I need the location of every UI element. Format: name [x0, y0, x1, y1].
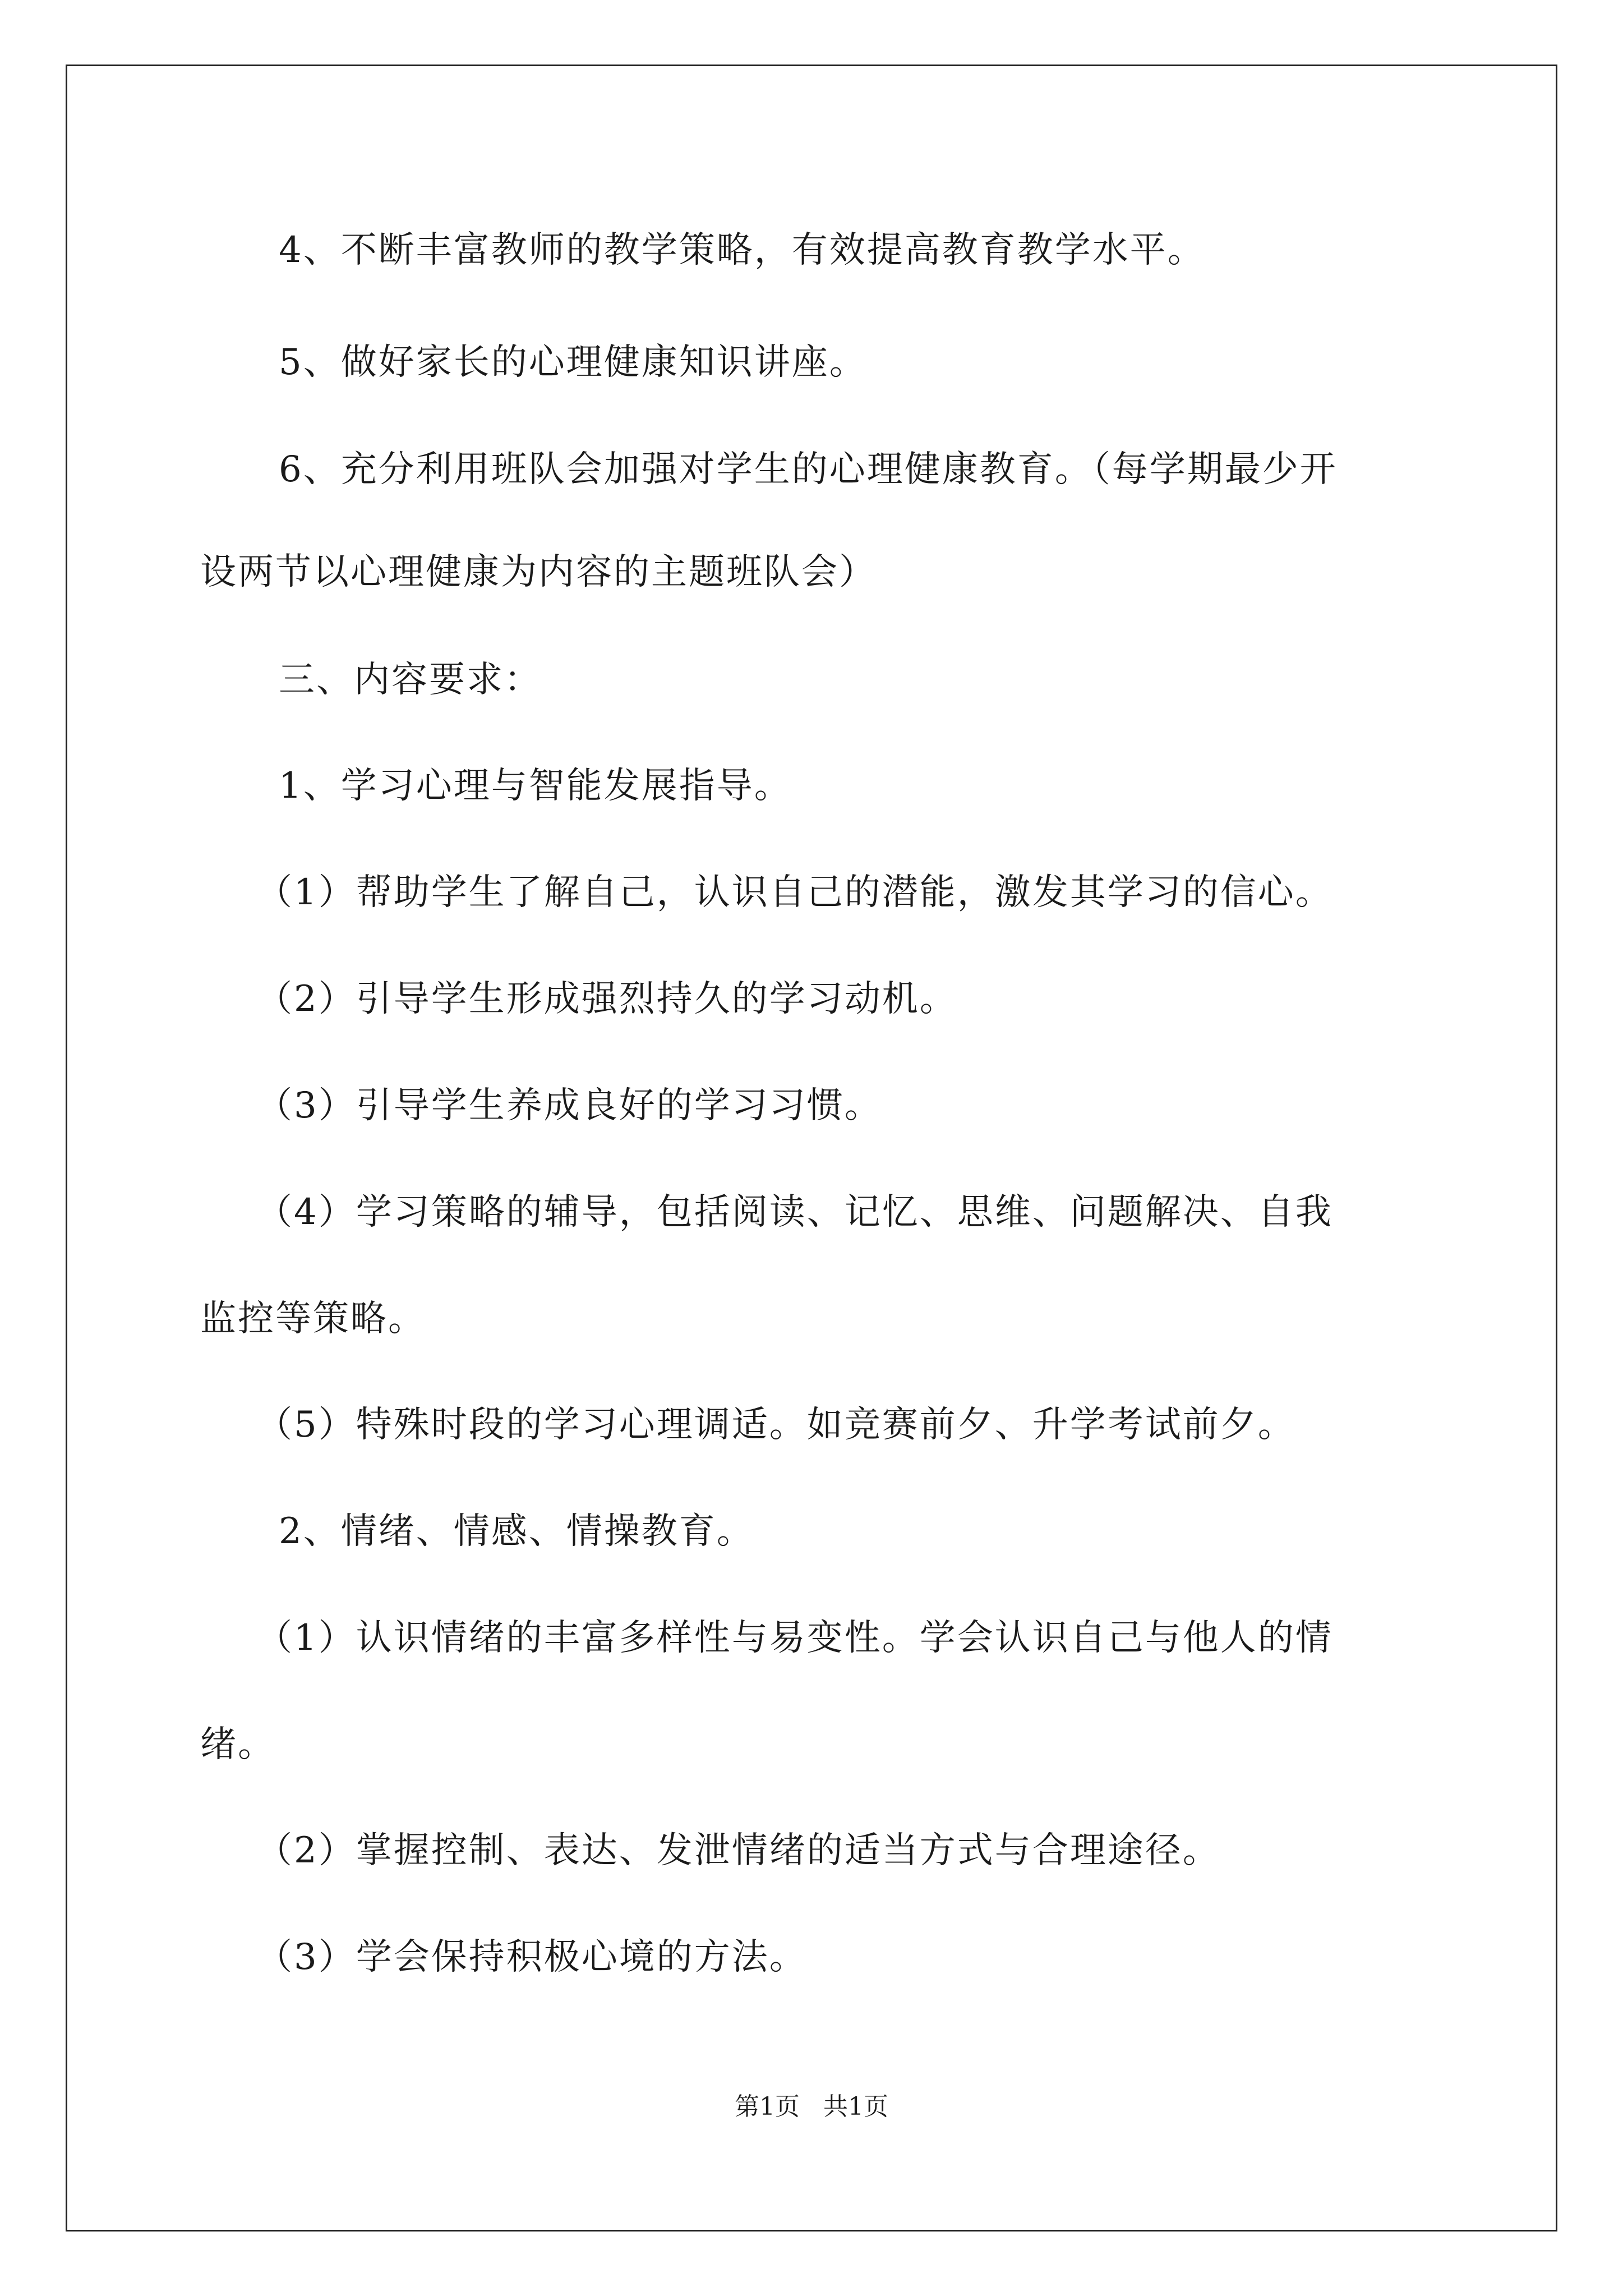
- paragraph-item-4: 4、不断丰富教师的教学策略，有效提高教育教学水平。: [279, 229, 1205, 271]
- list-item-1-2: （2）引导学生形成强烈持久的学习动机。: [256, 978, 957, 1020]
- list-item-1-4: （4）学习策略的辅导，包括阅读、记忆、思维、问题解决、自我: [256, 1191, 1333, 1233]
- list-item-1-5: （5）特殊时段的学习心理调适。如竞赛前夕、升学考试前夕。: [256, 1404, 1295, 1446]
- paragraph-item-5: 5、做好家长的心理健康知识讲座。: [279, 342, 867, 383]
- sub-heading-learning-psychology: 1、学习心理与智能发展指导。: [279, 765, 792, 807]
- page-border: [66, 65, 1557, 2231]
- list-item-1-4-continued: 监控等策略。: [200, 1298, 426, 1340]
- page-number-footer: 第1页 共1页: [735, 2092, 888, 2121]
- paragraph-item-6: 6、充分利用班队会加强对学生的心理健康教育。（每学期最少开: [279, 449, 1338, 490]
- list-item-1-1: （1）帮助学生了解自己，认识自己的潜能，激发其学习的信心。: [256, 872, 1333, 913]
- list-item-2-3: （3）学会保持积极心境的方法。: [256, 1936, 807, 1978]
- sub-heading-emotion-education: 2、情绪、情感、情操教育。: [279, 1511, 754, 1552]
- list-item-2-1-continued: 绪。: [200, 1724, 275, 1765]
- paragraph-item-6-continued: 设两节以心理健康为内容的主题班队会）: [200, 551, 877, 593]
- section-heading-content-requirements: 三、内容要求：: [279, 659, 542, 701]
- list-item-2-1: （1）认识情绪的丰富多样性与易变性。学会认识自己与他人的情: [256, 1617, 1333, 1659]
- list-item-2-2: （2）掌握控制、表达、发泄情绪的适当方式与合理途径。: [256, 1830, 1220, 1871]
- list-item-1-3: （3）引导学生养成良好的学习习惯。: [256, 1085, 882, 1126]
